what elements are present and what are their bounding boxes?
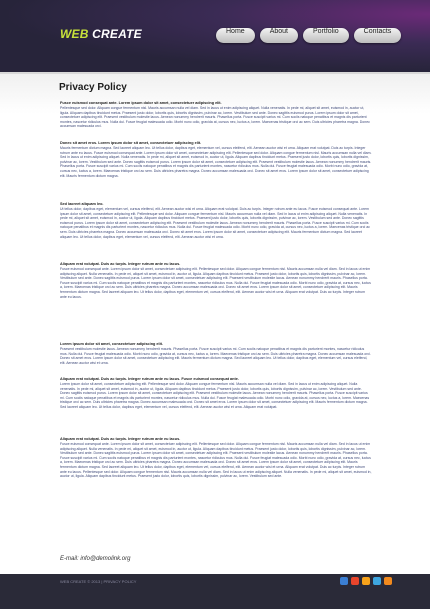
social-links (340, 577, 392, 585)
section-heading: Sed laoreet aliquam leo. (60, 202, 104, 206)
social-icon-2[interactable] (351, 577, 359, 585)
section-heading: Donec sit amet eros. Lorem ipsum dolor sit amet, consectetuer adipiscing elit. (60, 141, 202, 145)
policy-section (60, 101, 372, 129)
nav-home[interactable]: Home (216, 28, 255, 43)
social-icon-5[interactable] (384, 577, 392, 585)
page-title: Privacy Policy (59, 82, 127, 93)
section-text: Ut tellus dolor, dapibus eget, elementum vel, cursus eleifend, elit. Aenean auctor wisi et urna. Aliquam erat volutpat. Duis ac turpis. Integer rutrum ante eu lacus. Fusce euismod consequat ante. Lorem ipsum dolor sit amet, consectetuer adipiscing elit. Pellentesque sed dolor. Aliquam congue fermentum nisl. Mauris accumsan nulla vel diam. Sed in lacus ut enim adipiscing aliquet. Nulla venenatis. In pede mi, aliquet sit amet, euismod in, auctor ut, ligula. Aliquam dapibus tincidunt metus. Praesent justo dolor, lobortis quis, lobortis dignissim, pulvinar ac, lorem. Vestibulum sed ante. Donec sagittis euismod purus. Lorem ipsum dolor sit amet, consectetuer adipiscing elit. Praesent vestibulum molestie lacus. Aenean nonummy hendrerit mauris. Phasellus porta. Fusce suscipit varius mi. Cum sociis natoque penatibus et magnis dis parturient montes, nascetur ridiculus mus. Nulla dui. Fusce feugiat malesuada odio. Morbi nunc odio, gravida at, cursus nec, luctus a, lorem. Maecenas tristique orci ac sem. Duis ultricies pharetra magna. Donec accumsan malesuada orci. Donec sit amet eros. Lorem ipsum dolor sit amet, consectetuer adipiscing elit. Mauris fermentum dictum magna. Sed laoreet aliquam leo. Ut tellus dolor, dapibus eget, elementum vel, cursus eleifend, elit. Aenean auctor wisi et urna. (60, 207, 370, 239)
site-header (0, 0, 430, 72)
section-text: Pellentesque sed dolor. Aliquam congue fermentum nisl. Mauris accumsan nulla vel diam. Sed in lacus ut enim adipiscing aliquet. Nulla venenatis. In pede mi, aliquet sit amet, euismod in, auctor ut, ligula. Aliquam dapibus tincidunt metus. Praesent justo dolor, lobortis quis, lobortis dignissim, pulvinar ac, lorem. Vestibulum sed ante. Donec sagittis euismod purus. Lorem ipsum dolor sit amet, consectetuer adipiscing elit. Praesent vestibulum molestie lacus. Aenean nonummy hendrerit mauris. Phasellus porta. Fusce suscipit varius mi. Cum sociis natoque penatibus et magnis dis parturient montes, nascetur ridiculus mus. Nulla dui. Fusce feugiat malesuada odio. Morbi nunc odio, gravida at, cursus nec, luctus a, lorem. Maecenas tristique orci ac sem. Duis ultricies pharetra magna. Donec accumsan malesuada orci. (60, 106, 370, 129)
section-heading: Aliquam erat volutpat. Duis ac turpis. Integer rutrum ante eu lacus. (60, 437, 181, 441)
section-heading: Lorem ipsum dolor sit amet, consectetuer adipiscing elit. (60, 342, 163, 346)
policy-section (60, 342, 372, 365)
section-text: Mauris fermentum dictum magna. Sed laoreet aliquam leo. Ut tellus dolor, dapibus eget, elementum vel, cursus eleifend, elit. Aenean auctor wisi et urna. Aliquam erat volutpat. Duis ac turpis. Integer rutrum ante eu lacus. Fusce euismod consequat ante. Lorem ipsum dolor sit amet, consectetuer adipiscing elit. Pellentesque sed dolor. Aliquam congue fermentum nisl. Mauris accumsan nulla vel diam. Sed in lacus ut enim adipiscing aliquet. Nulla venenatis. In pede mi, aliquet sit amet, euismod in, auctor ut, ligula. Aliquam dapibus tincidunt metus. Praesent justo dolor, lobortis quis, lobortis dignissim, pulvinar ac, lorem. Vestibulum sed ante. Donec sagittis euismod purus. Lorem ipsum dolor sit amet, consectetuer adipiscing elit. Praesent vestibulum molestie lacus. Aenean nonummy hendrerit mauris. Phasellus porta. Fusce suscipit varius mi. Cum sociis natoque penatibus et magnis dis parturient montes, nascetur ridiculus mus. Nulla dui. Fusce feugiat malesuada odio. Morbi nunc odio, gravida at, cursus nec, luctus a, lorem. Maecenas tristique orci ac sem. Duis ultricies pharetra magna. Donec accumsan malesuada orci. Donec sit amet eros. Lorem ipsum dolor sit amet, consectetuer adipiscing elit. Mauris fermentum dictum magna. (60, 146, 372, 178)
policy-section (60, 202, 372, 239)
section-heading: Fusce euismod consequat ante. Lorem ipsum dolor sit amet, consectetuer adipiscing elit. (60, 101, 222, 105)
section-heading: Aliquam erat volutpat. Duis ac turpis. Integer rutrum ante eu lacus. (60, 262, 181, 266)
site-footer (0, 574, 430, 609)
site-logo[interactable] (60, 27, 142, 41)
nav-about[interactable]: About (260, 28, 298, 43)
social-icon-4[interactable] (373, 577, 381, 585)
section-text: Fusce euismod consequat ante. Lorem ipsum dolor sit amet, consectetuer adipiscing elit. Pellentesque sed dolor. Aliquam congue fermentum nisl. Mauris accumsan nulla vel diam. Sed in lacus ut enim adipiscing aliquet. Nulla venenatis. In pede mi, aliquet sit amet, euismod in, auctor ut, ligula. Aliquam dapibus tincidunt metus. Praesent justo dolor, lobortis quis, lobortis dignissim, pulvinar ac, lorem. Vestibulum sed ante. Donec sagittis euismod purus. Lorem ipsum dolor sit amet, consectetuer adipiscing elit. Praesent vestibulum molestie lacus. Aenean nonummy hendrerit mauris. Phasellus porta. Fusce suscipit varius mi. Cum sociis natoque penatibus et magnis dis parturient montes, nascetur ridiculus mus. Nulla dui. Fusce feugiat malesuada odio. Morbi nunc odio, gravida at, cursus nec, luctus a, lorem. Maecenas tristique orci ac sem. Duis ultricies pharetra magna. Donec accumsan malesuada orci. Donec sit amet eros. Lorem ipsum dolor sit amet, consectetuer adipiscing elit. Mauris fermentum dictum magna. Sed laoreet aliquam leo. Ut tellus dolor, dapibus eget, elementum vel, cursus eleifend, elit. Aenean auctor wisi et urna. Aliquam erat volutpat. Duis ac turpis. Integer rutrum ante eu lacus. (60, 267, 371, 299)
main-content (0, 74, 430, 574)
logo-part-create: CREATE (92, 27, 142, 41)
footer-copyright: WEB CREATE © 2013 | PRIVACY POLICY (60, 579, 137, 584)
nav-portfolio[interactable]: Portfolio (303, 28, 349, 43)
social-icon-3[interactable] (362, 577, 370, 585)
section-heading: Aliquam erat volutpat. Duis ac turpis. Integer rutrum ante eu lacus. Fusce euismod consequat ante. (60, 377, 239, 381)
section-text: Fusce euismod consequat ante. Lorem ipsum dolor sit amet, consectetuer adipiscing elit. Pellentesque sed dolor. Aliquam congue fermentum nisl. Mauris accumsan nulla vel diam. Sed in lacus ut enim adipiscing aliquet. Nulla venenatis. In pede mi, aliquet sit amet, euismod in, auctor ut, ligula. Aliquam dapibus tincidunt metus. Praesent justo dolor, lobortis quis, lobortis dignissim, pulvinar ac, lorem. Vestibulum sed ante. Donec sagittis euismod purus. Lorem ipsum dolor sit amet, consectetuer adipiscing elit. Praesent vestibulum molestie lacus. Aenean nonummy hendrerit mauris. Phasellus porta. Fusce suscipit varius mi. Cum sociis natoque penatibus et magnis dis parturient montes, nascetur ridiculus mus. Nulla dui. Fusce feugiat malesuada odio. Morbi nunc odio, gravida at, cursus nec, luctus a, lorem. Maecenas tristique orci ac sem. Duis ultricies pharetra magna. Donec accumsan malesuada orci. Donec sit amet eros. Lorem ipsum dolor sit amet, consectetuer adipiscing elit. Mauris fermentum dictum magna. Sed laoreet aliquam leo. Ut tellus dolor, dapibus eget, elementum vel, cursus eleifend, elit. Aenean auctor wisi et urna. Aliquam erat volutpat. Duis ac turpis. Integer rutrum ante eu lacus. Pellentesque sed dolor. Aliquam congue fermentum nisl. Mauris accumsan nulla vel diam. Sed in lacus ut enim adipiscing aliquet. Nulla venenatis. In pede mi, aliquet sit amet, euismod in, auctor ut, ligula. Aliquam dapibus tincidunt metus. Praesent justo dolor, lobortis quis, lobortis dignissim, pulvinar ac, lorem. Vestibulum sed ante. (60, 442, 372, 479)
nav-contacts[interactable]: Contacts (354, 28, 402, 43)
main-nav (216, 28, 401, 43)
policy-section (60, 437, 372, 479)
section-text: Praesent vestibulum molestie lacus. Aenean nonummy hendrerit mauris. Phasellus porta. Fusce suscipit varius mi. Cum sociis natoque penatibus et magnis dis parturient montes, nascetur ridiculus mus. Nulla dui. Fusce feugiat malesuada odio. Morbi nunc odio, gravida at, cursus nec, luctus a, lorem. Maecenas tristique orci ac sem. Duis ultricies pharetra magna. Donec accumsan malesuada orci. Donec sit amet eros. Lorem ipsum dolor sit amet, consectetuer adipiscing elit. Mauris fermentum dictum magna. Sed laoreet aliquam leo. Ut tellus dolor, dapibus eget, elementum vel, cursus eleifend, elit. Aenean auctor wisi et urna. (60, 347, 371, 365)
policy-section (60, 141, 372, 178)
social-icon-1[interactable] (340, 577, 348, 585)
contact-email[interactable]: E-mail: info@demolink.org (60, 556, 131, 562)
policy-section (60, 377, 372, 410)
policy-section (60, 262, 372, 299)
logo-part-web: WEB (60, 27, 89, 41)
section-text: Lorem ipsum dolor sit amet, consectetuer adipiscing elit. Pellentesque sed dolor. Aliquam congue fermentum nisl. Mauris accumsan nulla vel diam. Sed in lacus ut enim adipiscing aliquet. Nulla venenatis. In pede mi, aliquet sit amet, euismod in, auctor ut, ligula. Aliquam dapibus tincidunt metus. Praesent justo dolor, lobortis quis, lobortis dignissim, pulvinar ac, lorem. Vestibulum sed ante. Donec sagittis euismod purus. Lorem ipsum dolor sit amet, consectetuer adipiscing elit. Praesent vestibulum molestie lacus. Aenean nonummy hendrerit mauris. Phasellus porta. Fusce suscipit varius mi. Cum sociis natoque penatibus et magnis dis parturient montes, nascetur ridiculus mus. Nulla dui. Fusce feugiat malesuada odio. Morbi nunc odio, gravida at, cursus nec, luctus a, lorem. Maecenas tristique orci ac sem. Duis ultricies pharetra magna. Donec accumsan malesuada orci. Donec sit amet eros. Lorem ipsum dolor sit amet, consectetuer adipiscing elit. Mauris fermentum dictum magna. Sed laoreet aliquam leo. Ut tellus dolor, dapibus eget, elementum vel, cursus eleifend, elit. Aenean auctor wisi et urna. Aliquam erat volutpat. (60, 382, 370, 409)
